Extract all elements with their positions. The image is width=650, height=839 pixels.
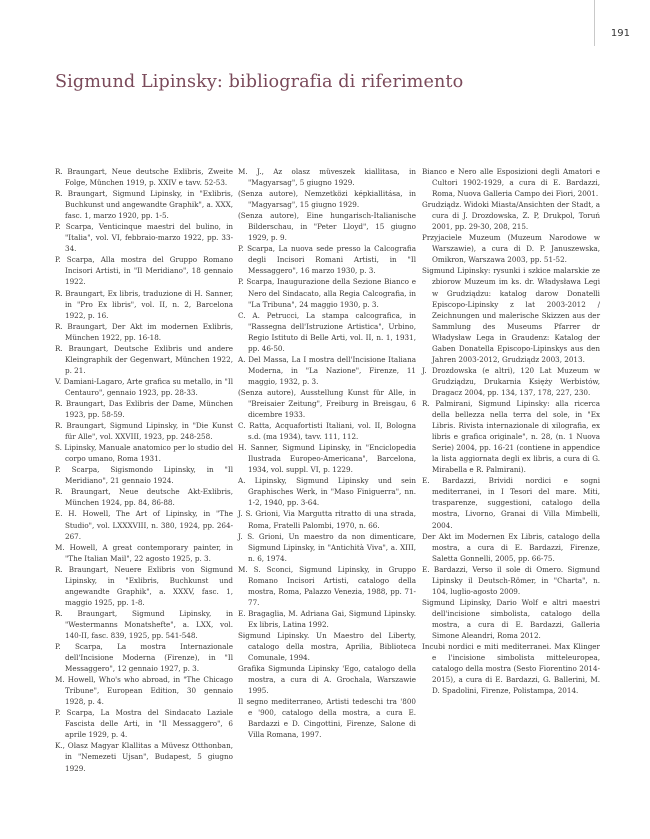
bibliography-entry: Grafika Sigmunda Lipinsky 'Ego, catalogo della mostra, a cura di A. Grochala, Warszawie 1995. bbox=[238, 664, 416, 696]
bibliography-entry: P. Scarpa, Alla mostra del Gruppo Romano Incisori Artisti, in "Il Meridiano", 18 gennaio 1922. bbox=[55, 255, 233, 287]
bibliography-entry: M. Howell, Who's who abroad, in "The Chicago Tribune", European Edition, 30 gennaio 1928, p. 4. bbox=[55, 675, 233, 707]
bibliography-entry: E. Bardazzi, Verso il sole di Omero. Sigmund Lipinsky il Deutsch-Römer, in "Charta", n. 104, luglio-agosto 2009. bbox=[422, 564, 600, 596]
bibliography-entry: Der Akt im Modernen Ex Libris, catalogo della mostra, a cura di E. Bardazzi, Firenze, Saletta Gonnelli, 2005, pp. 66-75. bbox=[422, 531, 600, 563]
bibliography-entry: E. Bragaglia, M. Adriana Gai, Sigmund Lipinsky. Ex libris, Latina 1992. bbox=[238, 608, 416, 629]
bibliography-column-2 bbox=[238, 166, 416, 740]
top-divider-rule bbox=[594, 0, 595, 46]
bibliography-entry: R. Braungart, Sigmund Lipinsky, in "Westermanns Monatshefte", a. LXX, vol. 140-II, fasc. 839, 1925, pp. 541-548. bbox=[55, 608, 233, 640]
bibliography-entry: (Senza autore), Ausstellung Kunst für Alle, in "Breisaier Zeitung", Freiburg in Breisgau, 6 dicembre 1933. bbox=[238, 387, 416, 420]
bibliography-entry: J. S. Grioni, Un maestro da non dimenticare, Sigmund Lipinsky, in "Antichità Viva", a. XIII, n. 6, 1974. bbox=[238, 531, 416, 563]
bibliography-entry: A. Lipinsky, Sigmund Lipinsky und sein Graphisches Werk, in "Maso Finiguerra", nn. 1-2, 1940, pp. 3-64. bbox=[238, 476, 416, 508]
bibliography-entry: R. Braungart, Sigmund Lipinsky, in "Die Kunst für Alle", vol. XXVIII, 1923, pp. 248-258. bbox=[55, 421, 233, 442]
bibliography-columns bbox=[55, 166, 603, 826]
bibliography-entry: P. Scarpa, La nuova sede presso la Calcografia degli Incisori Romani Artisti, in "Il Messaggero", 16 marzo 1930, p. 3. bbox=[238, 244, 416, 276]
bibliography-entry: K., Olasz Magyar Klallitas a Müvesz Otthonban, in "Nemezeti Ujsan", Budapest, 5 giugno 1929. bbox=[55, 741, 233, 773]
bibliography-entry: P. Scarpa, La Mostra del Sindacato Laziale Fascista delle Arti, in "Il Messaggero", 6 aprile 1929, p. 4. bbox=[55, 708, 233, 740]
bibliography-entry: H. Sanner, Sigmund Lipinsky, in "Enciclopedia Ilustrada Europeo-Americana", Barcelona, 1934, vol. suppl. VI, p. 1229. bbox=[238, 443, 416, 475]
bibliography-entry: M. Howell, A great contemporary painter, in "The Italian Mail", 22 agosto 1925, p. 3. bbox=[55, 542, 233, 563]
bibliography-entry: Il segno mediterraneo, Artisti tedeschi tra '800 e '900, catalogo della mostra, a cura E. Bardazzi e D. Cingottini, Firenze, Salone di Villa Romana, 1997. bbox=[238, 697, 416, 740]
bibliography-entry: M. S. Sconci, Sigmund Lipinsky, in Gruppo Romano Incisori Artisti, catalogo della mostra, Roma, Palazzo Venezia, 1988, pp. 71-77. bbox=[238, 564, 416, 607]
bibliography-entry: C. Ratta, Acquafortisti Italiani, vol. II, Bologna s.d. (ma 1934), tavv. 111, 112. bbox=[238, 421, 416, 442]
bibliography-entry: S. Lipinsky, Manuale anatomico per lo studio del corpo umano, Roma 1931. bbox=[55, 443, 233, 464]
bibliography-entry: Sigmund Lipinsky, Dario Wolf e altri maestri dell'incisione simbolista, catalogo della mostra, a cura di E. Bardazzi, Galleria Simone Aleandri, Roma 2012. bbox=[422, 597, 600, 640]
page-title: Sigmund Lipinsky: bibliografia di riferimento bbox=[55, 72, 464, 92]
bibliography-entry: Grudziądz. Widoki Miasta/Ansichten der Stadt, a cura di J. Drozdowska, Z. P, Drukpol, Toruń 2001, pp. 29-30, 208, 215. bbox=[422, 200, 600, 232]
bibliography-entry: P. Scarpa, Inaugurazione della Sezione Bianco e Nero del Sindacato, alla Regia Calcografia, in "La Tribuna", 24 maggio 1930, p. 3. bbox=[238, 277, 416, 309]
bibliography-entry: R. Braungart, Ex libris, traduzione di H. Sanner, in "Pro Ex libris", vol. II, n. 2, Barcelona 1922, p. 16. bbox=[55, 288, 233, 320]
bibliography-entry: Sigmund Lipinsky: rysunki i szkice malarskie ze zbiorow Muzeum im ks. dr. Władysława Legi w Grudziądzu: katalog darow Donatelli Episcopo-Lipinsky z lat 2003-2012 / Zeichnungen und malerische Skizzen aus der Sammlung des Museums Pfarrer dr Władysław Lega in Graudenz: Katalog der Gaben Donatella Episcopo-Lipinskys aus den Jahren 2003-2012, Grudziądz 2003, 2013. bbox=[422, 266, 600, 364]
bibliography-entry: E. Bardazzi, Brividi nordici e sogni mediterranei, in I Tesori del mare. Miti, trasparenze, suggestioni, catalogo della mostra, Livorno, Granai di Villa Mimbelli, 2004. bbox=[422, 476, 600, 530]
bibliography-entry: R. Palmirani, Sigmund Lipinsky: alla ricerca della bellezza nella terra del sole, in "Ex Libris. Rivista internazionale di xilografia, ex libris e grafica originale", n. 28, (n. 1 Nuova Serie) 2004, pp. 16-21 (contiene in appendice la lista aggiornata degli ex libris, a cura di G. Mirabella e R. Palmirani). bbox=[422, 398, 600, 475]
bibliography-entry: (Senza autore), Eine hungarisch-Italianische Bilderschau, in "Peter Lloyd", 15 giugno 1929, p. 9. bbox=[238, 211, 416, 243]
bibliography-entry: E. H. Howell, The Art of Lipinsky, in "The Studio", vol. LXXXVIII, n. 380, 1924, pp. 264-267. bbox=[55, 509, 233, 541]
bibliography-entry: R. Braungart, Der Akt im modernen Exlibris, München 1922, pp. 16-18. bbox=[55, 321, 233, 342]
page-number: 191 bbox=[610, 28, 630, 39]
bibliography-entry: M. J., Az olasz müveszek kiallitasa, in "Magyarsag", 5 giugno 1929. bbox=[238, 167, 416, 188]
bibliography-entry: Przyjaciele Muzeum (Muzeum Narodowe w Warszawie), a cura di D. P. Januszewska, Omikron, Warszawa 2003, pp. 51-52. bbox=[422, 233, 600, 265]
bibliography-entry: (Senza autore), Nemzetközi képkiallitása, in "Magyarsag", 15 giugno 1929. bbox=[238, 189, 416, 210]
bibliography-entry: R. Braungart, Neue deutsche Exlibris, Zweite Folge, München 1919, p. XXIV e tavv. 52-53. bbox=[55, 167, 233, 188]
bibliography-entry: V. Damiani-Lagaro, Arte grafica su metallo, in "Il Centauro", gennaio 1923, pp. 28-33. bbox=[55, 376, 233, 397]
bibliography-entry: P. Scarpa, Venticinque maestri del bulino, in "Italia", vol. VI, febbraio-marzo 1922, pp. 33-34. bbox=[55, 222, 233, 254]
bibliography-entry: J. S. Grioni, Via Margutta ritratto di una strada, Roma, Fratelli Palombi, 1970, n. 66. bbox=[238, 509, 416, 530]
bibliography-entry: Sigmund Lipinsky. Un Maestro del Liberty, catalogo della mostra, Aprilia, Biblioteca Comunale, 1994. bbox=[238, 630, 416, 663]
bibliography-entry: Bianco e Nero alle Esposizioni degli Amatori e Cultori 1902-1929, a cura di E. Bardazzi, Roma, Nuova Galleria Campo dei Fiori, 2001. bbox=[422, 167, 600, 199]
bibliography-entry: Incubi nordici e miti mediterranei. Max Klinger e l'incisione simbolista mitteleuropea, catalogo della mostra (Sesto Fiorentino 2014-2015), a cura di E. Bardazzi, G. Ballerini, M. D. Spadolini, Firenze, Polistampa, 2014. bbox=[422, 642, 600, 696]
bibliography-entry: R. Braungart, Das Exlibris der Dame, München 1923, pp. 58-59. bbox=[55, 398, 233, 420]
bibliography-entry: P. Scarpa, La mostra Internazionale dell'Incisione Moderna (Firenze), in "Il Messaggero", 12 gennaio 1927, p. 3. bbox=[55, 642, 233, 674]
bibliography-entry: A. Del Massa, La I mostra dell'Incisione Italiana Moderna, in "La Nazione", Firenze, 11 maggio, 1932, p. 3. bbox=[238, 354, 416, 386]
bibliography-entry: P. Scarpa, Sigismondo Lipinsky, in "Il Meridiano", 21 gennaio 1924. bbox=[55, 465, 233, 486]
bibliography-entry: R. Braungart, Neue deutsche Akt-Exlibris, München 1924, pp. 84, 86-88. bbox=[55, 487, 233, 508]
bibliography-entry: R. Braungart, Sigmund Lipinsky, in "Exlibris, Buchkunst und angewandte Graphik", a. XXX, fasc. 1, marzo 1920, pp. 1-5. bbox=[55, 189, 233, 221]
bibliography-column-3 bbox=[422, 166, 600, 696]
bibliography-entry: J. Drozdowska (e altri), 120 Lat Muzeum w Grudziądzu, Drukarnia Księży Werbistów, Dragacz 2004, pp. 134, 137, 178, 227, 230. bbox=[422, 365, 600, 397]
bibliography-entry: R. Braungart, Neuere Exlibris von Sigmund Lipinsky, in "Exlibris, Buchkunst und angewandte Graphik", a. XXXV, fasc. 1, maggio 1925, pp. 1-8. bbox=[55, 564, 233, 607]
bibliography-entry: R. Braungart, Deutsche Exlibris und andere Kleingraphik der Gegenwart, München 1922, p. 21. bbox=[55, 343, 233, 375]
bibliography-column-1 bbox=[55, 166, 233, 774]
bibliography-entry: C. A. Petrucci, La stampa calcografica, in "Rassegna dell'Istruzione Artistica", Urbino, Regio Istituto di Belle Arti, vol. II, n. 1, 1931, pp. 46-50. bbox=[238, 310, 416, 353]
